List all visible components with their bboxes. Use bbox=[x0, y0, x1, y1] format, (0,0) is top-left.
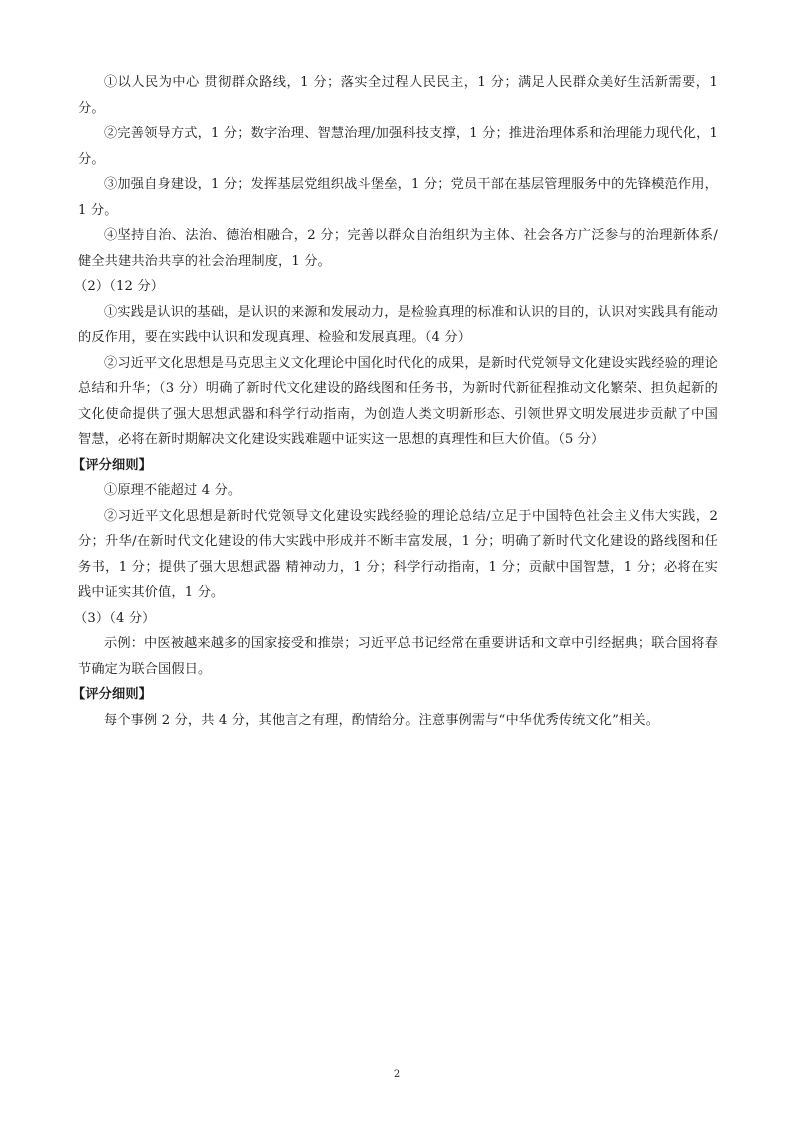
question-3-heading: （3）（4 分） bbox=[74, 610, 156, 626]
scoring-point-2: ②完善领导方式，1 分；数字治理、智慧治理/加强科技支撑，1 分；推进治理体系和治理能力现代化，1 分。 bbox=[78, 126, 718, 167]
scoring-point-3: ③加强自身建设，1 分；发挥基层党组织战斗堡垒，1 分；党员干部在基层管理服务中的先锋模范作用，1 分。 bbox=[78, 177, 718, 218]
question-2-heading: （2）（12 分） bbox=[74, 279, 165, 294]
scoring-point-1: ①以人民为中心 贯彻群众路线，1 分；落实全过程人民民主，1 分；满足人民群众美好生活新需要，1 分。 bbox=[78, 75, 718, 116]
scoring-rules-heading: 【评分细则】 bbox=[72, 457, 153, 473]
answer-3-example: 示例：中医被越来越多的国家接受和推崇；习近平总书记经常在重要讲话和文章中引经据典；联合国将春节确定为联合国假日。 bbox=[78, 636, 718, 677]
scoring-point-4: ④坚持自治、法治、德治相融合，2 分；完善以群众自治组织为主体、社会各方广泛参与的治理新体系/健全共建共治共享的社会治理制度，1 分。 bbox=[78, 228, 718, 269]
answer-2-point-1: ①实践是认识的基础，是认识的来源和发展动力，是检验真理的标准和认识的目的，认识对实践具有能动的反作用，要在实践中认识和发现真理、检验和发展真理。（4 分） bbox=[78, 304, 718, 345]
answer-2-point-2: ②习近平文化思想是马克思主义文化理论中国化时代化的成果，是新时代党领导文化建设实践经验的理论总结和升华；（3 分）明确了新时代文化建设的路线图和任务书，为新时代新征程推动文化繁荣、担负起新的文化使命提供了强大思想武器和科学行动指南，为创造人类文明新形态、引领世界文明发展进步贡献了中国智慧，必将在新时期解决文化建设实践难题中证实这一思想的真理性和巨大价值。（5 分） bbox=[78, 355, 718, 447]
page-number: 2 bbox=[393, 1069, 401, 1080]
scoring-rule-2: ②习近平文化思想是新时代党领导文化建设实践经验的理论总结/立足于中国特色社会主义伟大实践，2 分；升华/在新时代文化建设的伟大实践中形成并不断丰富发展，1 分；明确了新时代文化建设的路线图和任务书，1 分；提供了强大思想武器 精神动力，1 分；科学行动指南，1 分；贡献中国智慧，1 分；必将在实践中证实其价值，1 分。 bbox=[78, 508, 718, 600]
answer-content bbox=[72, 70, 718, 733]
scoring-rules-heading-2: 【评分细则】 bbox=[72, 687, 153, 702]
scoring-rule-1: ①原理不能超过 4 分。 bbox=[104, 483, 242, 498]
scoring-rule-3: 每个事例 2 分，共 4 分，其他言之有理，酌情给分。注意事例需与“中华优秀传统文化”相关。 bbox=[104, 712, 660, 728]
